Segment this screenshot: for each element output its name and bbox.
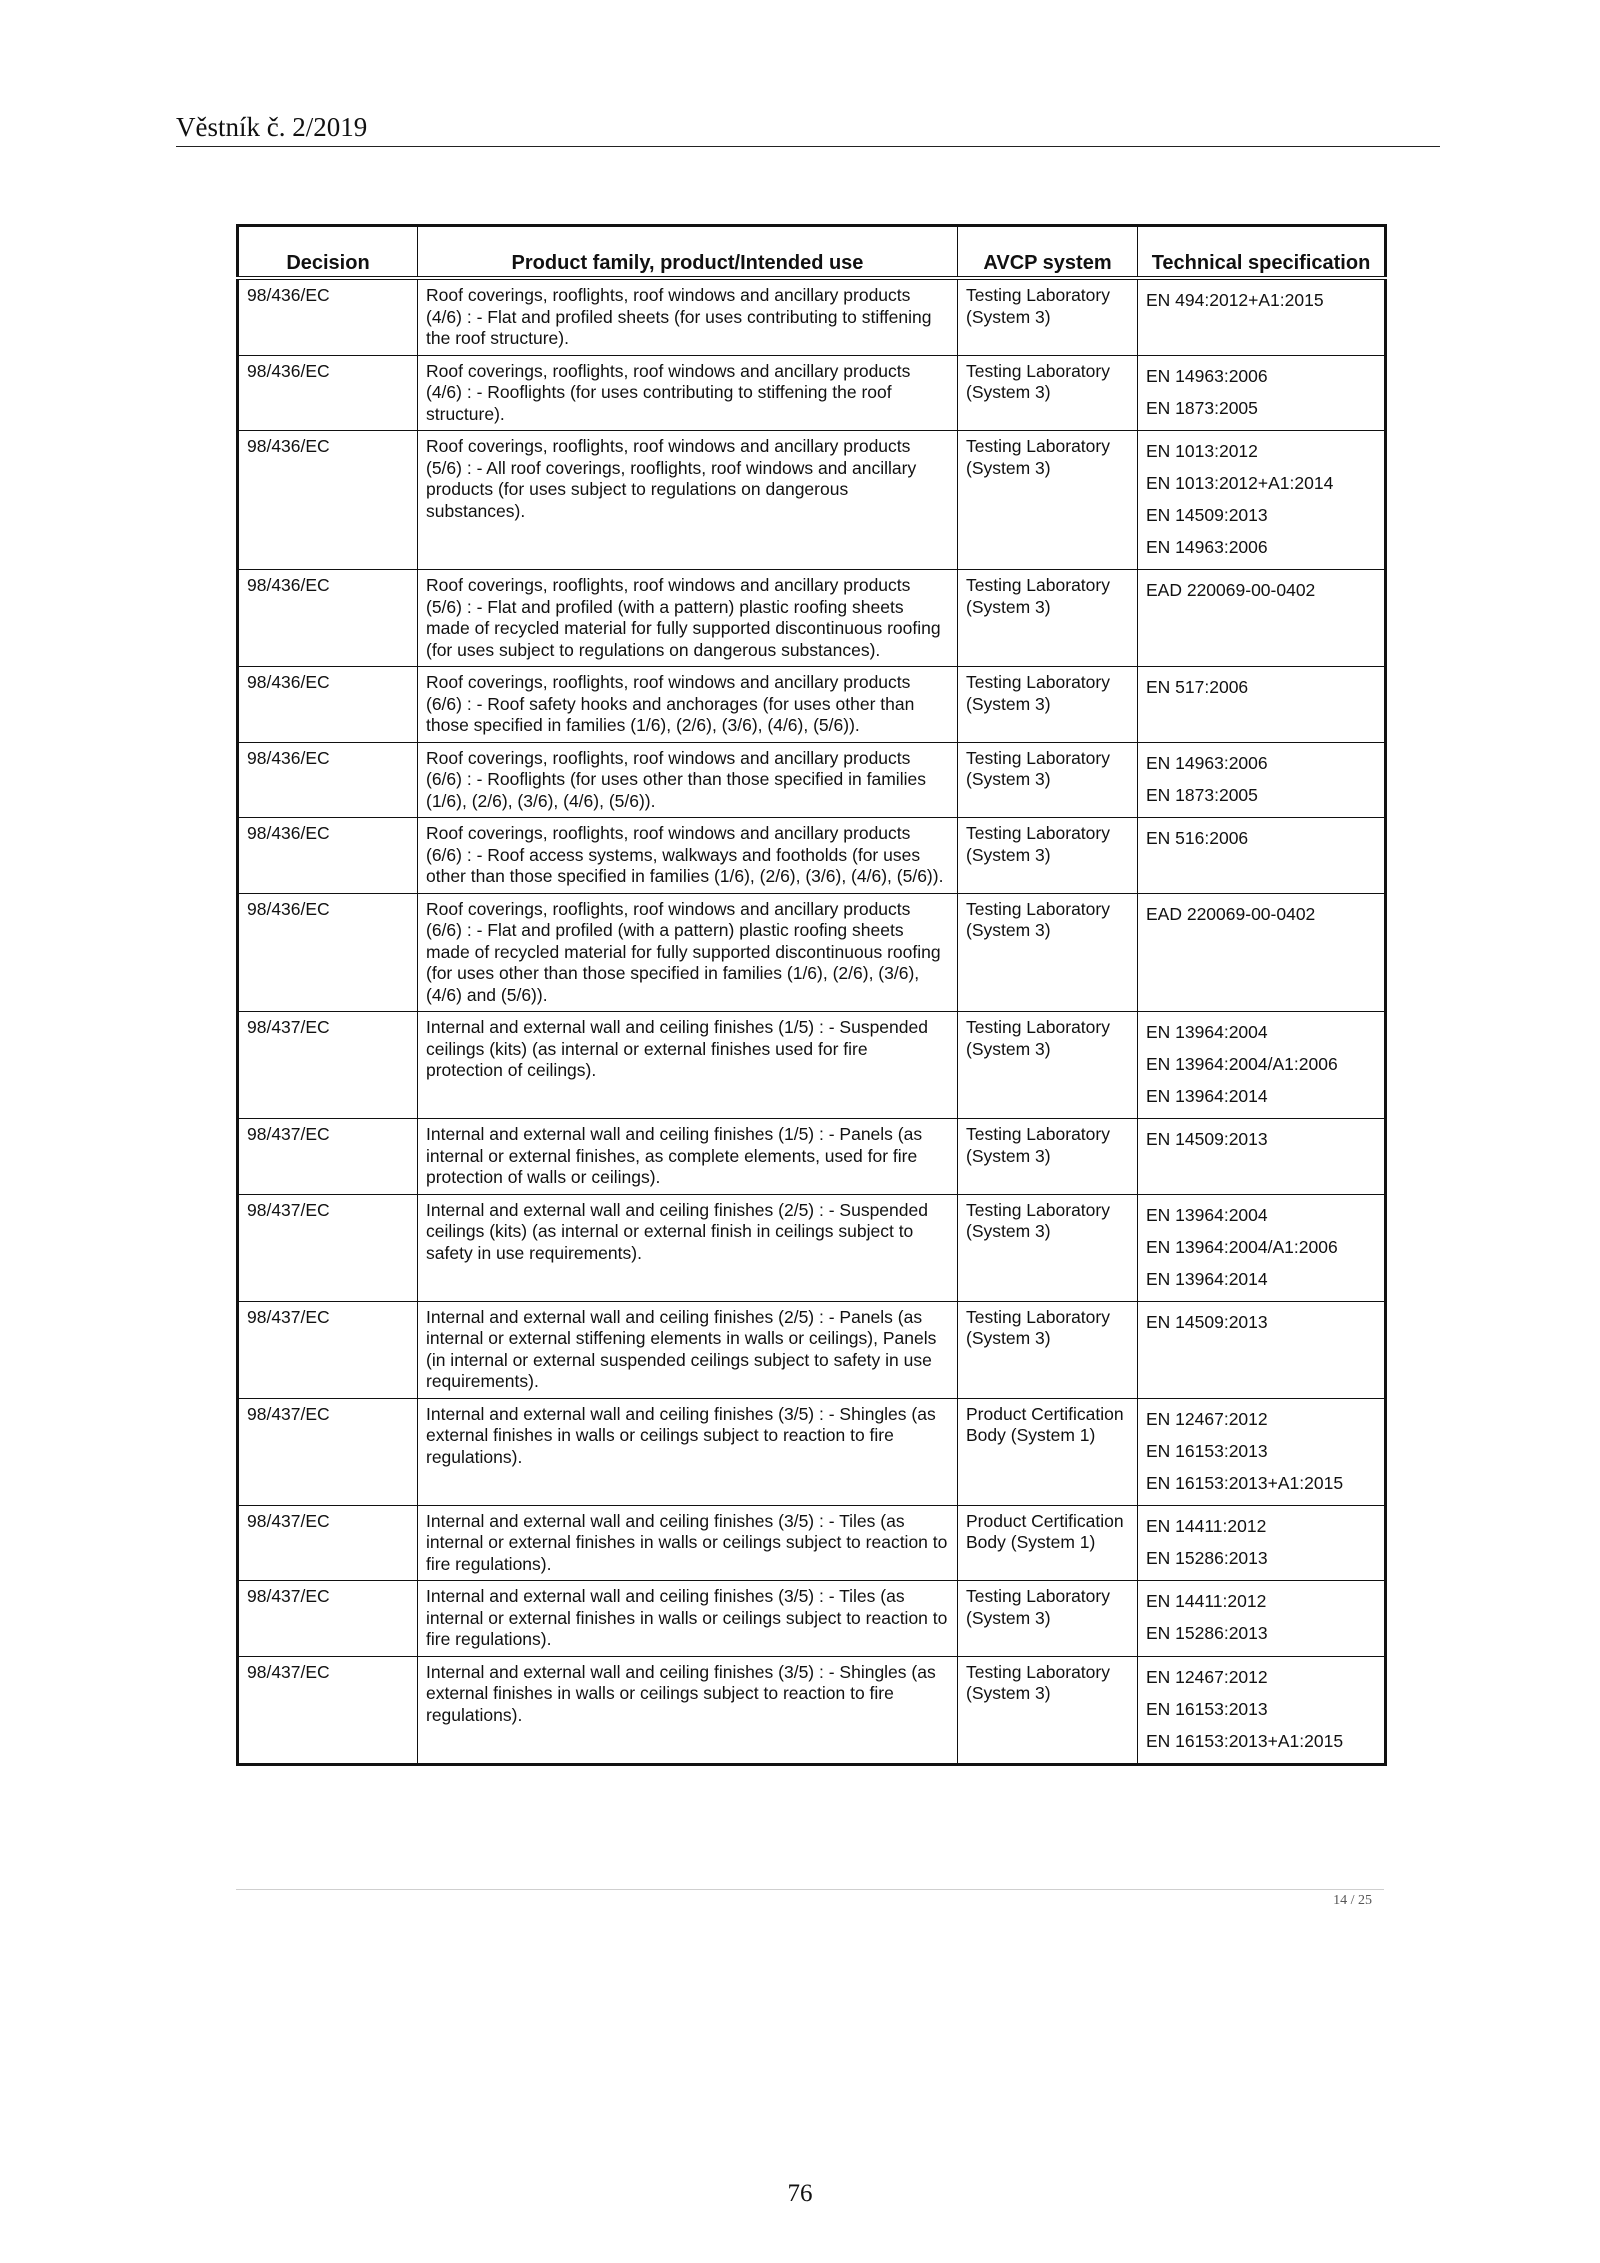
table-row (238, 742, 1386, 818)
table-row (238, 278, 1386, 355)
specification-item: EAD 220069-00-0402 (1146, 903, 1316, 924)
table-row (238, 355, 1386, 431)
avcp-cell: Testing Laboratory (System 3) (958, 1194, 1138, 1301)
specification-item: EN 14963:2006 (1146, 537, 1268, 557)
page-number: 76 (787, 2180, 813, 2207)
product-cell: Internal and external wall and ceiling finishes (3/5) : - Tiles (as internal or external finishes in walls or ceilings subject to reaction to fire regulations). (418, 1505, 958, 1581)
specification-item: EN 13964:2004/A1:2006 (1146, 1236, 1338, 1257)
specification-item: EN 16153:2013 (1146, 1440, 1268, 1461)
avcp-cell: Testing Laboratory (System 3) (958, 818, 1138, 894)
product-cell: Internal and external wall and ceiling finishes (3/5) : - Shingles (as external finishes in walls or ceilings subject to reaction to fire regulations). (418, 1398, 958, 1505)
specification-item: EAD 220069-00-0402 (1146, 580, 1316, 600)
specification-item: EN 1013:2012+A1:2014 (1146, 473, 1334, 493)
avcp-cell: Testing Laboratory (System 3) (958, 1119, 1138, 1195)
document-page-indicator: 14 / 25 (1333, 1893, 1372, 1908)
specification-cell (1138, 818, 1386, 894)
table-row (238, 1505, 1386, 1581)
column-header-avcp: AVCP system (958, 226, 1138, 279)
table-header-row (238, 226, 1386, 279)
specification-item: EN 13964:2014 (1146, 1086, 1268, 1106)
specification-item: EN 12467:2012 (1146, 1666, 1268, 1687)
decision-cell: 98/436/EC (238, 355, 418, 431)
specification-item: EN 516:2006 (1146, 828, 1249, 848)
avcp-cell: Testing Laboratory (System 3) (958, 893, 1138, 1012)
decision-cell: 98/436/EC (238, 570, 418, 667)
specification-cell (1138, 1194, 1386, 1301)
decision-cell: 98/437/EC (238, 1398, 418, 1505)
specification-item: EN 1013:2012 (1146, 441, 1258, 461)
product-cell: Roof coverings, rooflights, roof windows and ancillary products (6/6) : - Roof access systems, walkways and footholds (for uses other than those specified in families (1/6), (2/6), (3/6), (4/6), (5/6)). (418, 818, 958, 894)
specification-cell (1138, 742, 1386, 818)
specification-cell (1138, 1398, 1386, 1505)
product-cell: Roof coverings, rooflights, roof windows and ancillary products (4/6) : - Rooflights (for uses contributing to stiffening the roof structure). (418, 355, 958, 431)
decision-cell: 98/436/EC (238, 278, 418, 355)
avcp-cell: Testing Laboratory (System 3) (958, 355, 1138, 431)
decisions-table (236, 224, 1387, 1766)
table-row (238, 1301, 1386, 1398)
table-row (238, 818, 1386, 894)
product-cell: Roof coverings, rooflights, roof windows and ancillary products (5/6) : - Flat and profiled (with a pattern) plastic roofing sheets made of recycled material for fully supported discontinuous roofing (for uses subject to regulations on dangerous substances). (418, 570, 958, 667)
specification-item: EN 14509:2013 (1146, 1129, 1268, 1149)
decision-cell: 98/437/EC (238, 1301, 418, 1398)
column-header-specification: Technical specification (1138, 226, 1386, 279)
product-cell: Roof coverings, rooflights, roof windows and ancillary products (5/6) : - All roof coverings, rooflights, roof windows and ancillary products (for uses subject to regulations on dangerous substances). (418, 431, 958, 570)
avcp-cell: Testing Laboratory (System 3) (958, 1656, 1138, 1764)
avcp-cell: Testing Laboratory (System 3) (958, 570, 1138, 667)
specification-cell (1138, 355, 1386, 431)
specification-item: EN 1873:2005 (1146, 397, 1258, 418)
decision-cell: 98/437/EC (238, 1012, 418, 1119)
specification-item: EN 494:2012+A1:2015 (1146, 290, 1324, 310)
product-cell: Roof coverings, rooflights, roof windows and ancillary products (6/6) : - Flat and profiled (with a pattern) plastic roofing sheets made of recycled material for fully supported discontinuous roofing (for uses other than those specified in families (1/6), (2/6), (3/6), (4/6) and (5/6)). (418, 893, 958, 1012)
avcp-cell: Testing Laboratory (System 3) (958, 1301, 1138, 1398)
avcp-cell: Product Certification Body (System 1) (958, 1505, 1138, 1581)
decision-cell: 98/436/EC (238, 431, 418, 570)
specification-item: EN 16153:2013+A1:2015 (1146, 1472, 1344, 1493)
column-header-product: Product family, product/Intended use (418, 226, 958, 279)
product-cell: Roof coverings, rooflights, roof windows and ancillary products (6/6) : - Rooflights (for uses other than those specified in families (1/6), (2/6), (3/6), (4/6), (5/6)). (418, 742, 958, 818)
avcp-cell: Testing Laboratory (System 3) (958, 742, 1138, 818)
specification-item: EN 16153:2013+A1:2015 (1146, 1730, 1344, 1751)
decision-cell: 98/436/EC (238, 667, 418, 743)
specification-cell (1138, 278, 1386, 355)
decision-cell: 98/436/EC (238, 893, 418, 1012)
product-cell: Internal and external wall and ceiling finishes (3/5) : - Tiles (as internal or external finishes in walls or ceilings subject to reaction to fire regulations). (418, 1581, 958, 1657)
specification-item: EN 517:2006 (1146, 677, 1249, 697)
specification-cell (1138, 1012, 1386, 1119)
decision-cell: 98/437/EC (238, 1505, 418, 1581)
specification-item: EN 14509:2013 (1146, 1311, 1268, 1332)
specification-cell (1138, 570, 1386, 667)
avcp-cell: Testing Laboratory (System 3) (958, 278, 1138, 355)
specification-item: EN 14963:2006 (1146, 365, 1268, 386)
table-row (238, 1581, 1386, 1657)
column-header-decision: Decision (238, 226, 418, 279)
avcp-cell: Testing Laboratory (System 3) (958, 1012, 1138, 1119)
table-row (238, 1119, 1386, 1195)
product-cell: Internal and external wall and ceiling finishes (2/5) : - Panels (as internal or external stiffening elements in walls or ceilings), Panels (in internal or external suspended ceilings subject to safety in use requirements). (418, 1301, 958, 1398)
specification-cell (1138, 1301, 1386, 1398)
avcp-cell: Testing Laboratory (System 3) (958, 1581, 1138, 1657)
table-row (238, 570, 1386, 667)
footer-divider (236, 1889, 1384, 1890)
table-row (238, 893, 1386, 1012)
specification-item: EN 14411:2012 (1146, 1515, 1267, 1536)
product-cell: Roof coverings, rooflights, roof windows and ancillary products (4/6) : - Flat and profiled sheets (for uses contributing to stiffening the roof structure). (418, 278, 958, 355)
specification-item: EN 13964:2004 (1146, 1204, 1268, 1225)
avcp-cell: Testing Laboratory (System 3) (958, 431, 1138, 570)
decision-cell: 98/436/EC (238, 742, 418, 818)
specification-cell (1138, 1656, 1386, 1764)
table-row (238, 667, 1386, 743)
specification-cell (1138, 1505, 1386, 1581)
product-cell: Internal and external wall and ceiling finishes (2/5) : - Suspended ceilings (kits) (as internal or external finish in ceilings subject to safety in use requirements). (418, 1194, 958, 1301)
table-row (238, 1656, 1386, 1764)
decision-cell: 98/437/EC (238, 1194, 418, 1301)
specification-item: EN 14509:2013 (1146, 505, 1268, 525)
decision-cell: 98/436/EC (238, 818, 418, 894)
table-row (238, 431, 1386, 570)
publication-header: Věstník č. 2/2019 (176, 112, 368, 142)
decision-cell: 98/437/EC (238, 1581, 418, 1657)
decision-cell: 98/437/EC (238, 1656, 418, 1764)
specification-item: EN 12467:2012 (1146, 1408, 1268, 1429)
product-cell: Internal and external wall and ceiling finishes (1/5) : - Panels (as internal or external finishes, as complete elements, used for fire protection of walls or ceilings). (418, 1119, 958, 1195)
specification-item: EN 15286:2013 (1146, 1547, 1268, 1568)
table-row (238, 1398, 1386, 1505)
table-row (238, 1012, 1386, 1119)
specification-item: EN 15286:2013 (1146, 1623, 1268, 1643)
specification-cell (1138, 1119, 1386, 1195)
avcp-cell: Testing Laboratory (System 3) (958, 667, 1138, 743)
specification-item: EN 14411:2012 (1146, 1591, 1267, 1611)
specification-cell (1138, 1581, 1386, 1657)
decision-cell: 98/437/EC (238, 1119, 418, 1195)
specification-cell (1138, 667, 1386, 743)
table-body (238, 278, 1386, 1764)
specification-item: EN 16153:2013 (1146, 1698, 1268, 1719)
specification-item: EN 13964:2014 (1146, 1268, 1268, 1289)
specification-item: EN 13964:2004 (1146, 1022, 1268, 1042)
specification-cell (1138, 431, 1386, 570)
table-row (238, 1194, 1386, 1301)
header-divider (176, 146, 1440, 147)
specification-item: EN 1873:2005 (1146, 784, 1258, 805)
product-cell: Internal and external wall and ceiling finishes (1/5) : - Suspended ceilings (kits) (as internal or external finishes used for fire protection of ceilings). (418, 1012, 958, 1119)
specification-item: EN 13964:2004/A1:2006 (1146, 1054, 1338, 1074)
specification-cell (1138, 893, 1386, 1012)
product-cell: Internal and external wall and ceiling finishes (3/5) : - Shingles (as external finishes in walls or ceilings subject to reaction to fire regulations). (418, 1656, 958, 1764)
product-cell: Roof coverings, rooflights, roof windows and ancillary products (6/6) : - Roof safety hooks and anchorages (for uses other than those specified in families (1/6), (2/6), (3/6), (4/6), (5/6)). (418, 667, 958, 743)
specification-item: EN 14963:2006 (1146, 752, 1268, 773)
avcp-cell: Product Certification Body (System 1) (958, 1398, 1138, 1505)
